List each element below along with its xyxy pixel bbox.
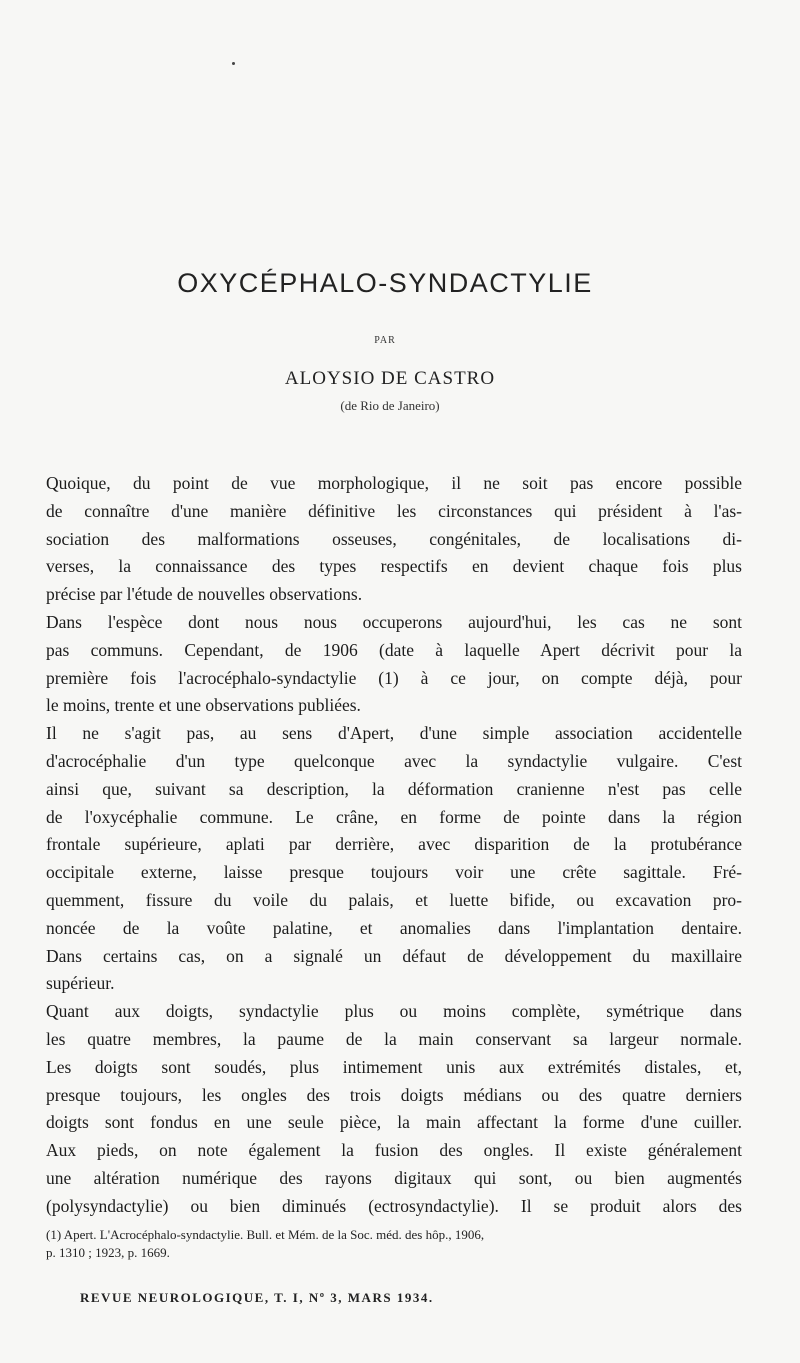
journal-reference: REVUE NEUROLOGIQUE, T. I, Nº 3, MARS 1934. (80, 1290, 434, 1305)
text-line: ainsi que, suivant sa description, la déformation cranienne n'est pas celle (46, 778, 742, 799)
author-affiliation: (de Rio de Janeiro) (340, 398, 440, 413)
text-line: quemment, fissure du voile du palais, et luette bifide, ou excavation pro- (46, 889, 742, 910)
text-line: Aux pieds, on note également la fusion des ongles. Il existe généralement (46, 1140, 742, 1161)
text-line: de connaître d'une manière définitive les circonstances qui président à l'as- (46, 500, 742, 521)
text-line: précise par l'étude de nouvelles observations. (46, 584, 363, 605)
text-line: Dans l'espèce dont nous nous occuperons aujourd'hui, les cas ne sont (46, 611, 742, 632)
footnote-line: (1) Apert. L'Acrocéphalo-syndactylie. Bull. et Mém. de la Soc. méd. des hôp., 1906, (46, 1227, 485, 1242)
text-line: de l'oxycéphalie commune. Le crâne, en forme de pointe dans la région (46, 806, 742, 827)
text-line: Les doigts sont soudés, plus intimement unis aux extrémités distales, et, (46, 1056, 742, 1077)
text-line: Quant aux doigts, syndactylie plus ou moins complète, symétrique dans (46, 1001, 742, 1022)
text-line: (polysyndactylie) ou bien diminués (ectrosyndactylie). Il se produit alors des (46, 1195, 742, 1216)
text-line: supérieur. (46, 973, 115, 994)
text-line: Quoique, du point de vue morphologique, il ne soit pas encore possible (46, 473, 742, 493)
text-line: d'acrocéphalie d'un type quelconque avec la syndactylie vulgaire. C'est (46, 750, 742, 771)
ink-speck (232, 62, 235, 65)
text-line: pas communs. Cependant, de 1906 (date à laquelle Apert décrivit pour la (46, 639, 742, 660)
author-name: ALOYSIO DE CASTRO (284, 368, 496, 389)
article-body (46, 470, 742, 1221)
text-line: noncée de la voûte palatine, et anomalies dans l'implantation dentaire. (46, 917, 742, 938)
footnote-line: p. 1310 ; 1923, p. 1669. (46, 1245, 170, 1260)
text-line: première fois l'acrocéphalo-syndactylie (1) à ce jour, on compte déjà, pour (46, 667, 742, 688)
text-line: Dans certains cas, on a signalé un défaut de développement du maxillaire (46, 945, 742, 966)
text-line: sociation des malformations osseuses, congénitales, de localisations di- (46, 528, 742, 549)
text-line: verses, la connaissance des types respectifs en devient chaque fois plus (46, 556, 742, 577)
footnote (46, 1226, 756, 1262)
by-label: PAR (374, 335, 396, 346)
text-line: presque toujours, les ongles des trois doigts médians ou des quatre derniers (46, 1084, 742, 1105)
text-line: frontale supérieure, aplati par derrière, avec disparition de la protubérance (46, 834, 742, 855)
text-line: une altération numérique des rayons digitaux qui sont, ou bien augmentés (46, 1167, 742, 1188)
article-title: OXYCÉPHALO-SYNDACTYLIE (177, 268, 593, 298)
text-line: occipitale externe, laisse presque toujours voir une crête sagittale. Fré- (46, 862, 742, 883)
text-line: le moins, trente et une observations publiées. (46, 695, 361, 716)
text-line: Il ne s'agit pas, au sens d'Apert, d'une simple association accidentelle (46, 723, 742, 744)
text-line: les quatre membres, la paume de la main conservant sa largeur normale. (46, 1028, 742, 1049)
text-line: doigts sont fondus en une seule pièce, la main affectant la forme d'une cuiller. (46, 1112, 742, 1133)
